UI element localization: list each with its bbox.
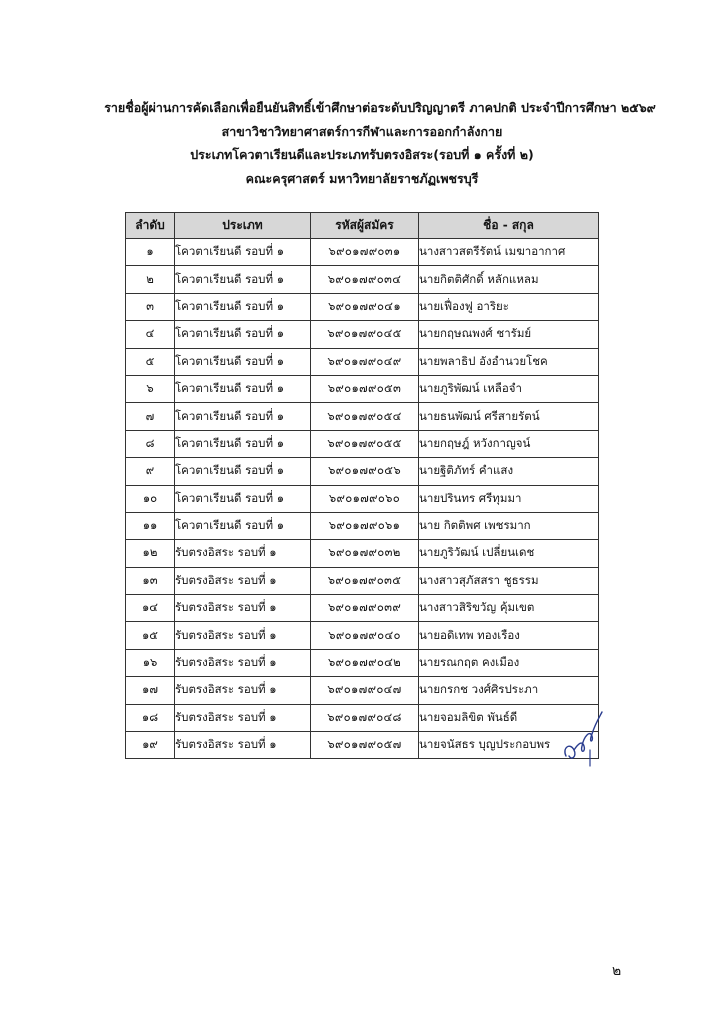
- document-header: [0, 96, 724, 190]
- row-applicant-code: ๖๙๐๑๗๙๐๓๑: [311, 239, 419, 266]
- row-applicant-code: ๖๙๐๑๗๙๐๓๔: [311, 266, 419, 293]
- header-full-name: ชื่อ - สกุล: [419, 213, 599, 239]
- row-order: ๑๔: [126, 595, 175, 622]
- row-applicant-code: ๖๙๐๑๗๙๐๕๗: [311, 732, 419, 759]
- row-full-name: นายกรกช วงศ์ศิรประภา: [419, 677, 599, 704]
- row-type: รับตรงอิสระ รอบที่ ๑: [175, 649, 311, 676]
- row-full-name: นายธนพัฒน์ ศรีสายรัตน์: [419, 403, 599, 430]
- row-applicant-code: ๖๙๐๑๗๙๐๔๒: [311, 649, 419, 676]
- row-order: ๘: [126, 430, 175, 457]
- header-order: ลำดับ: [126, 213, 175, 239]
- title-line-2: สาขาวิชาวิทยาศาสตร์การกีฬาและการออกกำลังกาย: [221, 123, 503, 139]
- row-full-name: นายกฤษณพงศ์ ชารัมย์: [419, 321, 599, 348]
- row-order: ๑๘: [126, 704, 175, 731]
- table-row: [126, 595, 599, 622]
- row-full-name: นายพลาธิป อังอำนวยโชค: [419, 348, 599, 375]
- header-type: ประเภท: [175, 213, 311, 239]
- row-type: รับตรงอิสระ รอบที่ ๑: [175, 540, 311, 567]
- row-full-name: นายฐิติภัทร์ คำแสง: [419, 458, 599, 485]
- row-type: รับตรงอิสระ รอบที่ ๑: [175, 622, 311, 649]
- header-applicant-code: รหัสผู้สมัคร: [311, 213, 419, 239]
- row-applicant-code: ๖๙๐๑๗๙๐๔๗: [311, 677, 419, 704]
- row-type: รับตรงอิสระ รอบที่ ๑: [175, 677, 311, 704]
- table-row: [126, 540, 599, 567]
- row-order: ๑๕: [126, 622, 175, 649]
- row-applicant-code: ๖๙๐๑๗๙๐๔๘: [311, 704, 419, 731]
- title-line-1: รายชื่อผู้ผ่านการคัดเลือกเพื่อยืนยันสิทธิ์เข้าศึกษาต่อระดับปริญญาตรี ภาคปกติ ประจำปีการศึกษา ๒๕๖๙: [104, 100, 656, 115]
- row-applicant-code: ๖๙๐๑๗๙๐๕๖: [311, 458, 419, 485]
- row-type: โควตาเรียนดี รอบที่ ๑: [175, 403, 311, 430]
- row-order: ๑๓: [126, 567, 175, 594]
- row-type: โควตาเรียนดี รอบที่ ๑: [175, 239, 311, 266]
- row-type: โควตาเรียนดี รอบที่ ๑: [175, 485, 311, 512]
- row-applicant-code: ๖๙๐๑๗๙๐๔๕: [311, 321, 419, 348]
- row-applicant-code: ๖๙๐๑๗๙๐๓๕: [311, 567, 419, 594]
- row-type: โควตาเรียนดี รอบที่ ๑: [175, 293, 311, 320]
- row-type: โควตาเรียนดี รอบที่ ๑: [175, 458, 311, 485]
- row-type: รับตรงอิสระ รอบที่ ๑: [175, 704, 311, 731]
- row-applicant-code: ๖๙๐๑๗๙๐๓๒: [311, 540, 419, 567]
- row-applicant-code: ๖๙๐๑๗๙๐๓๙: [311, 595, 419, 622]
- table-row: [126, 403, 599, 430]
- table-row: [126, 293, 599, 320]
- row-order: ๖: [126, 375, 175, 402]
- row-order: ๑๖: [126, 649, 175, 676]
- row-applicant-code: ๖๙๐๑๗๙๐๔๐: [311, 622, 419, 649]
- row-type: โควตาเรียนดี รอบที่ ๑: [175, 321, 311, 348]
- row-full-name: นายกฤษฎ์ หวังกาญจน์: [419, 430, 599, 457]
- table-row: [126, 375, 599, 402]
- row-applicant-code: ๖๙๐๑๗๙๐๕๕: [311, 430, 419, 457]
- table-row: [126, 622, 599, 649]
- row-order: ๑๑: [126, 512, 175, 539]
- row-type: รับตรงอิสระ รอบที่ ๑: [175, 567, 311, 594]
- row-applicant-code: ๖๙๐๑๗๙๐๖๑: [311, 512, 419, 539]
- row-type: โควตาเรียนดี รอบที่ ๑: [175, 430, 311, 457]
- row-full-name: นายภูริวัฒน์ เปลี่ยนเดช: [419, 540, 599, 567]
- row-full-name: นางสาวสุภัสสรา ชูธรรม: [419, 567, 599, 594]
- row-order: ๓: [126, 293, 175, 320]
- row-order: ๙: [126, 458, 175, 485]
- row-type: โควตาเรียนดี รอบที่ ๑: [175, 348, 311, 375]
- row-order: ๔: [126, 321, 175, 348]
- row-full-name: นายภูริพัฒน์ เหลือจำ: [419, 375, 599, 402]
- row-order: ๑๐: [126, 485, 175, 512]
- table-header-row: [126, 213, 599, 239]
- title-line-3: ประเภทโควตาเรียนดีและประเภทรับตรงอิสระ(รอบที่ ๑ ครั้งที่ ๒): [190, 147, 534, 162]
- row-applicant-code: ๖๙๐๑๗๙๐๔๙: [311, 348, 419, 375]
- table-row: [126, 348, 599, 375]
- row-order: ๕: [126, 348, 175, 375]
- table-row: [126, 458, 599, 485]
- row-applicant-code: ๖๙๐๑๗๙๐๕๓: [311, 375, 419, 402]
- row-order: ๑: [126, 239, 175, 266]
- table-row: [126, 430, 599, 457]
- row-full-name: นายจนัสธร บุญประกอบพร: [419, 732, 599, 759]
- row-type: โควตาเรียนดี รอบที่ ๑: [175, 266, 311, 293]
- applicant-table: [125, 212, 599, 759]
- table-row: [126, 239, 599, 266]
- row-full-name: นายอดิเทพ ทองเรือง: [419, 622, 599, 649]
- row-order: ๑๙: [126, 732, 175, 759]
- table-row: [126, 732, 599, 759]
- table-row: [126, 512, 599, 539]
- row-full-name: นายรณกฤต คงเมือง: [419, 649, 599, 676]
- table-row: [126, 567, 599, 594]
- row-full-name: นายเฟื่องฟู อาริยะ: [419, 293, 599, 320]
- table-row: [126, 321, 599, 348]
- table-row: [126, 649, 599, 676]
- row-type: โควตาเรียนดี รอบที่ ๑: [175, 512, 311, 539]
- row-applicant-code: ๖๙๐๑๗๙๐๖๐: [311, 485, 419, 512]
- row-applicant-code: ๖๙๐๑๗๙๐๔๑: [311, 293, 419, 320]
- row-order: ๗: [126, 403, 175, 430]
- row-type: โควตาเรียนดี รอบที่ ๑: [175, 375, 311, 402]
- title-line-4: คณะครุศาสตร์ มหาวิทยาลัยราชภัฏเพชรบุรี: [245, 170, 479, 186]
- table-row: [126, 266, 599, 293]
- row-order: ๑๒: [126, 540, 175, 567]
- row-type: รับตรงอิสระ รอบที่ ๑: [175, 732, 311, 759]
- row-full-name: นายกิตติศักดิ์ หลักแหลม: [419, 266, 599, 293]
- row-order: ๒: [126, 266, 175, 293]
- table-row: [126, 704, 599, 731]
- handwritten-signature: [560, 706, 608, 768]
- row-type: รับตรงอิสระ รอบที่ ๑: [175, 595, 311, 622]
- table-row: [126, 485, 599, 512]
- row-full-name: นายจอมลิขิต พันธ์ดี: [419, 704, 599, 731]
- row-full-name: นาย กิตติพศ เพชรมาก: [419, 512, 599, 539]
- table-row: [126, 677, 599, 704]
- row-order: ๑๗: [126, 677, 175, 704]
- page-number: ๒: [612, 963, 622, 979]
- row-full-name: นางสาวสตรีรัตน์ เมฆาอากาศ: [419, 239, 599, 266]
- row-full-name: นางสาวสิริขวัญ คุ้มเขต: [419, 595, 599, 622]
- table-body: [126, 239, 599, 759]
- row-full-name: นายปรินทร ศรีทุมมา: [419, 485, 599, 512]
- row-applicant-code: ๖๙๐๑๗๙๐๕๔: [311, 403, 419, 430]
